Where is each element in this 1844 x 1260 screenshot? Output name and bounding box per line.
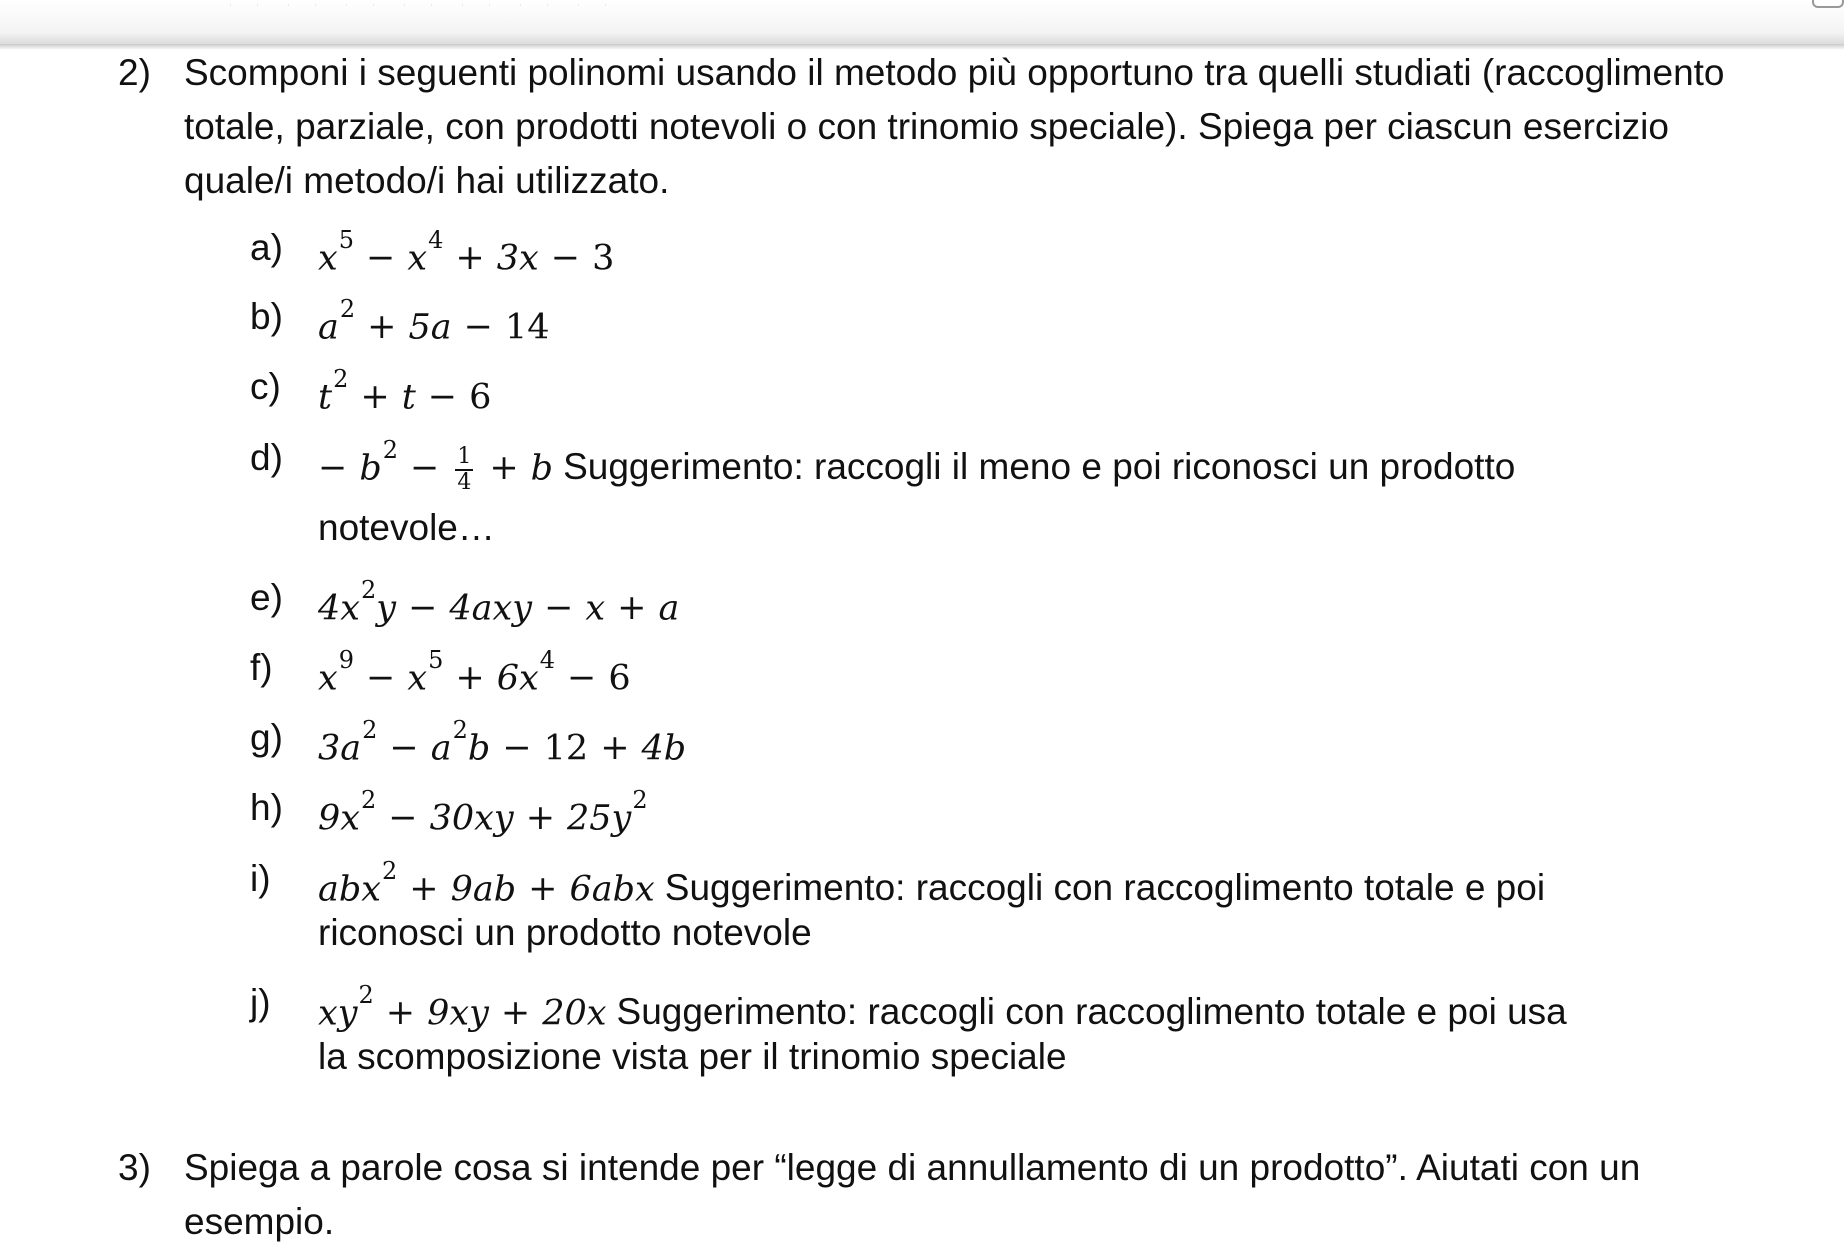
polynomial-expression: − $b^2$ − $\frac{1}{4}$ + b Suggerimento: raccogli il meno e poi riconosci un prodotto bbox=[318, 436, 1516, 495]
hint-continuation: notevole… bbox=[318, 507, 495, 548]
polynomial-expression: $9x^2 - 30xy + 25y^2$ bbox=[318, 786, 648, 839]
hint-continuation: la scomposizione vista per il trinomio speciale bbox=[318, 1036, 1067, 1077]
hint-text: Suggerimento: raccogli con raccoglimento totale e poi usa bbox=[616, 991, 1567, 1033]
hint-text: Suggerimento: raccogli con raccoglimento totale e poi bbox=[664, 867, 1546, 909]
polynomial-expression: $xy^2 + 9xy + 20x$ Suggerimento: raccogli con raccoglimento totale e poi usa bbox=[318, 981, 1567, 1034]
hint-continuation: riconosci un prodotto notevole bbox=[318, 912, 812, 953]
previous-page-edge bbox=[0, 0, 1844, 46]
corner-marker bbox=[1812, 0, 1844, 8]
item-label: b) bbox=[250, 296, 283, 337]
exercise-instructions: Spiega a parole cosa si intende per “legge di annullamento di un prodotto”. Aiutati con un esempio. bbox=[184, 1147, 1641, 1242]
item-label: f) bbox=[250, 647, 273, 688]
polynomial-expression: $x^9 - x^5 + 6x^4 - 6$ bbox=[318, 646, 631, 699]
item-label: a) bbox=[250, 227, 283, 268]
exercise-instructions: Scomponi i seguenti polinomi usando il metodo più opportuno tra quelli studiati (raccoglimento totale, parziale, con prodotti notevoli o con trinomio speciale). Spiega per ciascun esercizio quale/i metodo/i hai utilizzato. bbox=[184, 52, 1725, 201]
item-label: g) bbox=[250, 717, 283, 758]
polynomial-expression: $3a^2 - a^2b - 12 + 4b$ bbox=[318, 716, 687, 769]
exercise-number: 3) bbox=[118, 1147, 151, 1188]
item-label: c) bbox=[250, 366, 281, 407]
fraction: $\frac{1}{4}$ bbox=[457, 443, 472, 495]
item-label: e) bbox=[250, 577, 283, 618]
item-label: d) bbox=[250, 437, 283, 478]
polynomial-expression: $t^2 + t - 6$ bbox=[318, 365, 492, 418]
exercise-number: 2) bbox=[118, 52, 151, 93]
item-label: j) bbox=[250, 982, 271, 1023]
polynomial-expression: $4x^2y - 4axy - x + a$ bbox=[318, 576, 680, 629]
hint-text: Suggerimento: raccogli il meno e poi riconosci un prodotto bbox=[563, 446, 1516, 488]
previous-page-text-remnant bbox=[230, 0, 650, 6]
polynomial-expression: $a^2 + 5a - 14$ bbox=[318, 295, 550, 348]
polynomial-expression: abx$^2$ + 9ab + 6abx Suggerimento: raccogli con raccoglimento totale e poi bbox=[318, 857, 1546, 910]
item-label: i) bbox=[250, 858, 271, 899]
polynomial-expression: $x^5 - x^4 + 3x - 3$ bbox=[318, 226, 615, 279]
item-label: h) bbox=[250, 787, 283, 828]
